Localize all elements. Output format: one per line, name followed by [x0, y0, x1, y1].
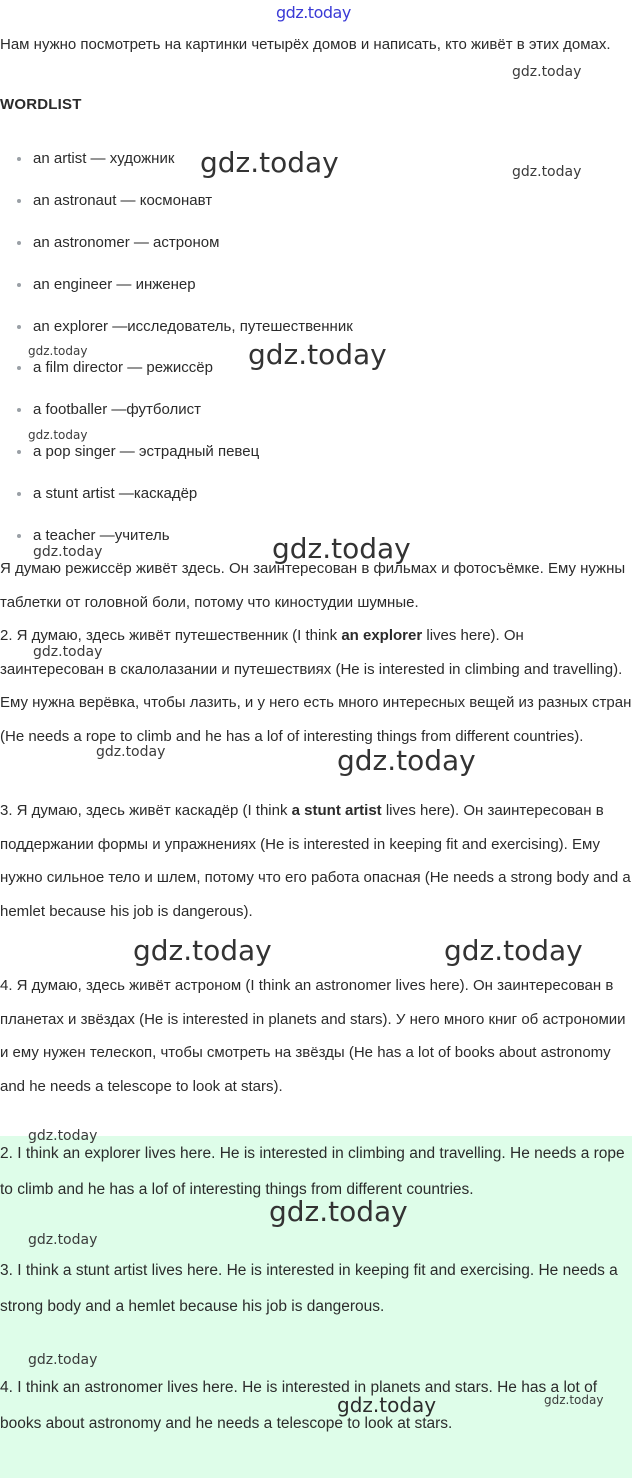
watermark: gdz.today: [444, 934, 583, 967]
list-item-text: an astronomer — астроном: [33, 233, 220, 251]
watermark: gdz.today: [28, 1128, 98, 1144]
list-item-text: a pop singer — эстрадный певец: [33, 443, 260, 461]
answer-ru-1: Я думаю режиссёр живёт здесь. Он заинтересован в фильмах и фотосъёмке. Ему нужны таблетки от головной боли, потому что киностудии шумные.: [0, 560, 626, 611]
list-item-text: a teacher —учитель: [33, 527, 170, 545]
list-item: [0, 431, 632, 473]
list-item: [0, 222, 632, 264]
list-item: [0, 473, 632, 515]
answer-highlight: a stunt artist: [291, 802, 382, 819]
list-item-text: a film director — режиссёр: [33, 359, 213, 377]
bullet-icon: [17, 450, 21, 454]
wordlist-title: WORDLIST: [0, 96, 82, 113]
list-item: [0, 389, 632, 431]
watermark: gdz.today: [269, 1195, 408, 1228]
watermark: gdz.today: [337, 1393, 437, 1417]
bullet-icon: [17, 157, 21, 161]
answer-text: 2. Я думаю, здесь живёт путешественник (I think: [0, 627, 342, 644]
bullet-icon: [17, 241, 21, 245]
answer-text: 3. Я думаю, здесь живёт каскадёр (I think: [0, 802, 292, 819]
list-item: [0, 264, 632, 306]
watermark: gdz.today: [33, 544, 103, 560]
watermark: gdz.today: [28, 344, 88, 358]
answer-en-4: 4. I think an astronomer lives here. He is interested in planets and stars. He has a lot of books about astronomy and he needs a telescope to look at stars.: [0, 1379, 598, 1433]
list-item-text: an engineer — инженер: [33, 275, 196, 293]
watermark: gdz.today: [544, 1393, 604, 1407]
bullet-icon: [17, 534, 21, 538]
list-item-text: an artist — художник: [33, 150, 175, 167]
answer-text: lives here). Он заинтересован в поддержании формы и упражнениях (He is interested in keeping fit and exercising). Ему нужно сильное тело и шлем, потому что его работа опасная (He needs a strong body and a hemlet because his job is dangerous).: [0, 802, 631, 920]
list-item-text: a stunt artist —каскадёр: [33, 485, 198, 503]
watermark: gdz.today: [133, 934, 272, 967]
watermark: gdz.today: [28, 1232, 98, 1248]
bullet-icon: [17, 408, 21, 412]
watermark: gdz.today: [28, 428, 88, 442]
watermark: gdz.today: [512, 64, 582, 80]
bullet-icon: [17, 199, 21, 203]
watermark: gdz.today: [337, 744, 476, 777]
answer-ru-2: [0, 619, 632, 753]
answer-ru-3: [0, 794, 632, 928]
answer-en-3: 3. I think a stunt artist lives here. He is interested in keeping fit and exercising. He needs a strong body and a hemlet because his job is dangerous.: [0, 1262, 618, 1316]
site-link[interactable]: gdz.today: [276, 3, 351, 22]
bullet-icon: [17, 366, 21, 370]
answer-highlight: an explorer: [341, 627, 423, 644]
list-item-text: an astronaut — космонавт: [33, 191, 213, 209]
list-item-text: a footballer —футболист: [33, 401, 202, 419]
bullet-icon: [17, 492, 21, 496]
watermark: gdz.today: [272, 532, 411, 565]
intro-text: Нам нужно посмотреть на картинки четырёх домов и написать, кто живёт в этих домах.: [0, 36, 611, 53]
list-item-text: an explorer —исследователь, путешественник: [33, 317, 353, 335]
watermark: gdz.today: [512, 164, 582, 180]
answer-ru-4: 4. Я думаю, здесь живёт астроном (I think an astronomer lives here). Он заинтересован в планетах и звёздах (He is interested in planets and stars). У него много книг об астрономии и ему нужен телескоп, чтобы смотреть на звёзды (He has a lot of books about astronomy and he needs a telescope to look at stars).: [0, 977, 626, 1095]
watermark: gdz.today: [96, 744, 166, 760]
watermark: gdz.today: [28, 1352, 98, 1368]
watermark: gdz.today: [33, 644, 103, 660]
bullet-icon: [17, 325, 21, 329]
watermark: gdz.today: [248, 338, 387, 371]
list-item: [0, 180, 632, 222]
bullet-icon: [17, 283, 21, 287]
watermark: gdz.today: [200, 146, 339, 179]
answer-text: lives here). Он заинтересован в скалолазании и путешествиях (He is interested in climbing and travelling). Ему нужна верёвка, чтобы лазить, и у него есть много интересных вещей из разных стран (He needs a rope to climb and he has a lof of interesting things from different countries).: [0, 627, 632, 745]
answer-en-2: 2. I think an explorer lives here. He is interested in climbing and travelling. He needs a rope to climb and he has a lof of interesting things from different countries.: [0, 1145, 625, 1199]
